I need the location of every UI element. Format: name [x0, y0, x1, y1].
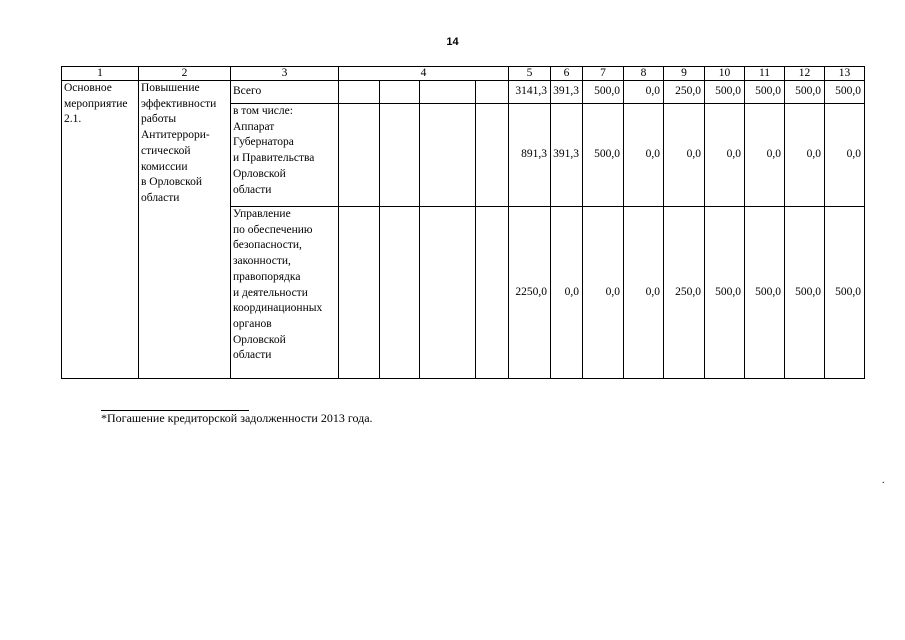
empty-cell — [476, 81, 509, 104]
value-cell: 500,0 — [705, 81, 745, 104]
header-cell: 7 — [583, 67, 624, 81]
header-cell: 6 — [551, 67, 583, 81]
empty-cell — [380, 104, 420, 207]
header-cell: 5 — [509, 67, 551, 81]
header-cell: 2 — [139, 67, 231, 81]
header-cell: 12 — [785, 67, 825, 81]
value-cell: 0,0 — [745, 104, 785, 207]
value-cell: 500,0 — [745, 207, 785, 379]
header-cell: 3 — [231, 67, 339, 81]
empty-cell — [380, 207, 420, 379]
header-cell: 9 — [664, 67, 705, 81]
value-cell: 250,0 — [664, 81, 705, 104]
row-label: Всего — [231, 81, 339, 104]
footnote: *Погашение кредиторской задолженности 2013 года. — [101, 411, 373, 425]
value-cell: 500,0 — [825, 207, 865, 379]
value-cell: 0,0 — [825, 104, 865, 207]
table-row — [62, 81, 865, 104]
value-cell: 0,0 — [624, 104, 664, 207]
value-cell: 0,0 — [624, 81, 664, 104]
value-cell: 0,0 — [583, 207, 624, 379]
header-cell: 4 — [339, 67, 509, 81]
empty-cell — [339, 81, 380, 104]
header-row — [62, 67, 865, 81]
value-cell: 500,0 — [745, 81, 785, 104]
value-cell: 2250,0 — [509, 207, 551, 379]
value-cell: 500,0 — [785, 81, 825, 104]
header-cell: 10 — [705, 67, 745, 81]
empty-cell — [380, 81, 420, 104]
value-cell: 250,0 — [664, 207, 705, 379]
value-cell: 3141,3 — [509, 81, 551, 104]
value-cell: 391,3 — [551, 104, 583, 207]
header-cell: 13 — [825, 67, 865, 81]
empty-cell — [476, 104, 509, 207]
value-cell: 0,0 — [785, 104, 825, 207]
value-cell: 0,0 — [551, 207, 583, 379]
empty-cell — [476, 207, 509, 379]
row-label: в том числе: Аппарат Губернатора и Правительства Орловской области — [231, 104, 339, 207]
value-cell: 500,0 — [825, 81, 865, 104]
empty-cell — [420, 207, 476, 379]
empty-cell — [339, 104, 380, 207]
value-cell: 500,0 — [583, 81, 624, 104]
value-cell: 500,0 — [785, 207, 825, 379]
value-cell: 500,0 — [705, 207, 745, 379]
value-cell: 891,3 — [509, 104, 551, 207]
value-cell: 391,3 — [551, 81, 583, 104]
page-number: 14 — [446, 36, 459, 48]
row-label: Управление по обеспечению безопасности, законности, правопорядка и деятельности координационных органов Орловской области — [231, 207, 339, 379]
event-code: Основное мероприятие 2.1. — [62, 81, 139, 379]
empty-cell — [339, 207, 380, 379]
empty-cell — [420, 104, 476, 207]
value-cell: 0,0 — [624, 207, 664, 379]
header-cell: 8 — [624, 67, 664, 81]
scan-dot: . — [882, 475, 885, 486]
value-cell: 500,0 — [583, 104, 624, 207]
header-cell: 11 — [745, 67, 785, 81]
event-name: Повышение эффективности работы Антитеррори- стической комиссии в Орловской области — [139, 81, 231, 379]
header-cell: 1 — [62, 67, 139, 81]
budget-table — [61, 66, 865, 379]
value-cell: 0,0 — [664, 104, 705, 207]
value-cell: 0,0 — [705, 104, 745, 207]
empty-cell — [420, 81, 476, 104]
